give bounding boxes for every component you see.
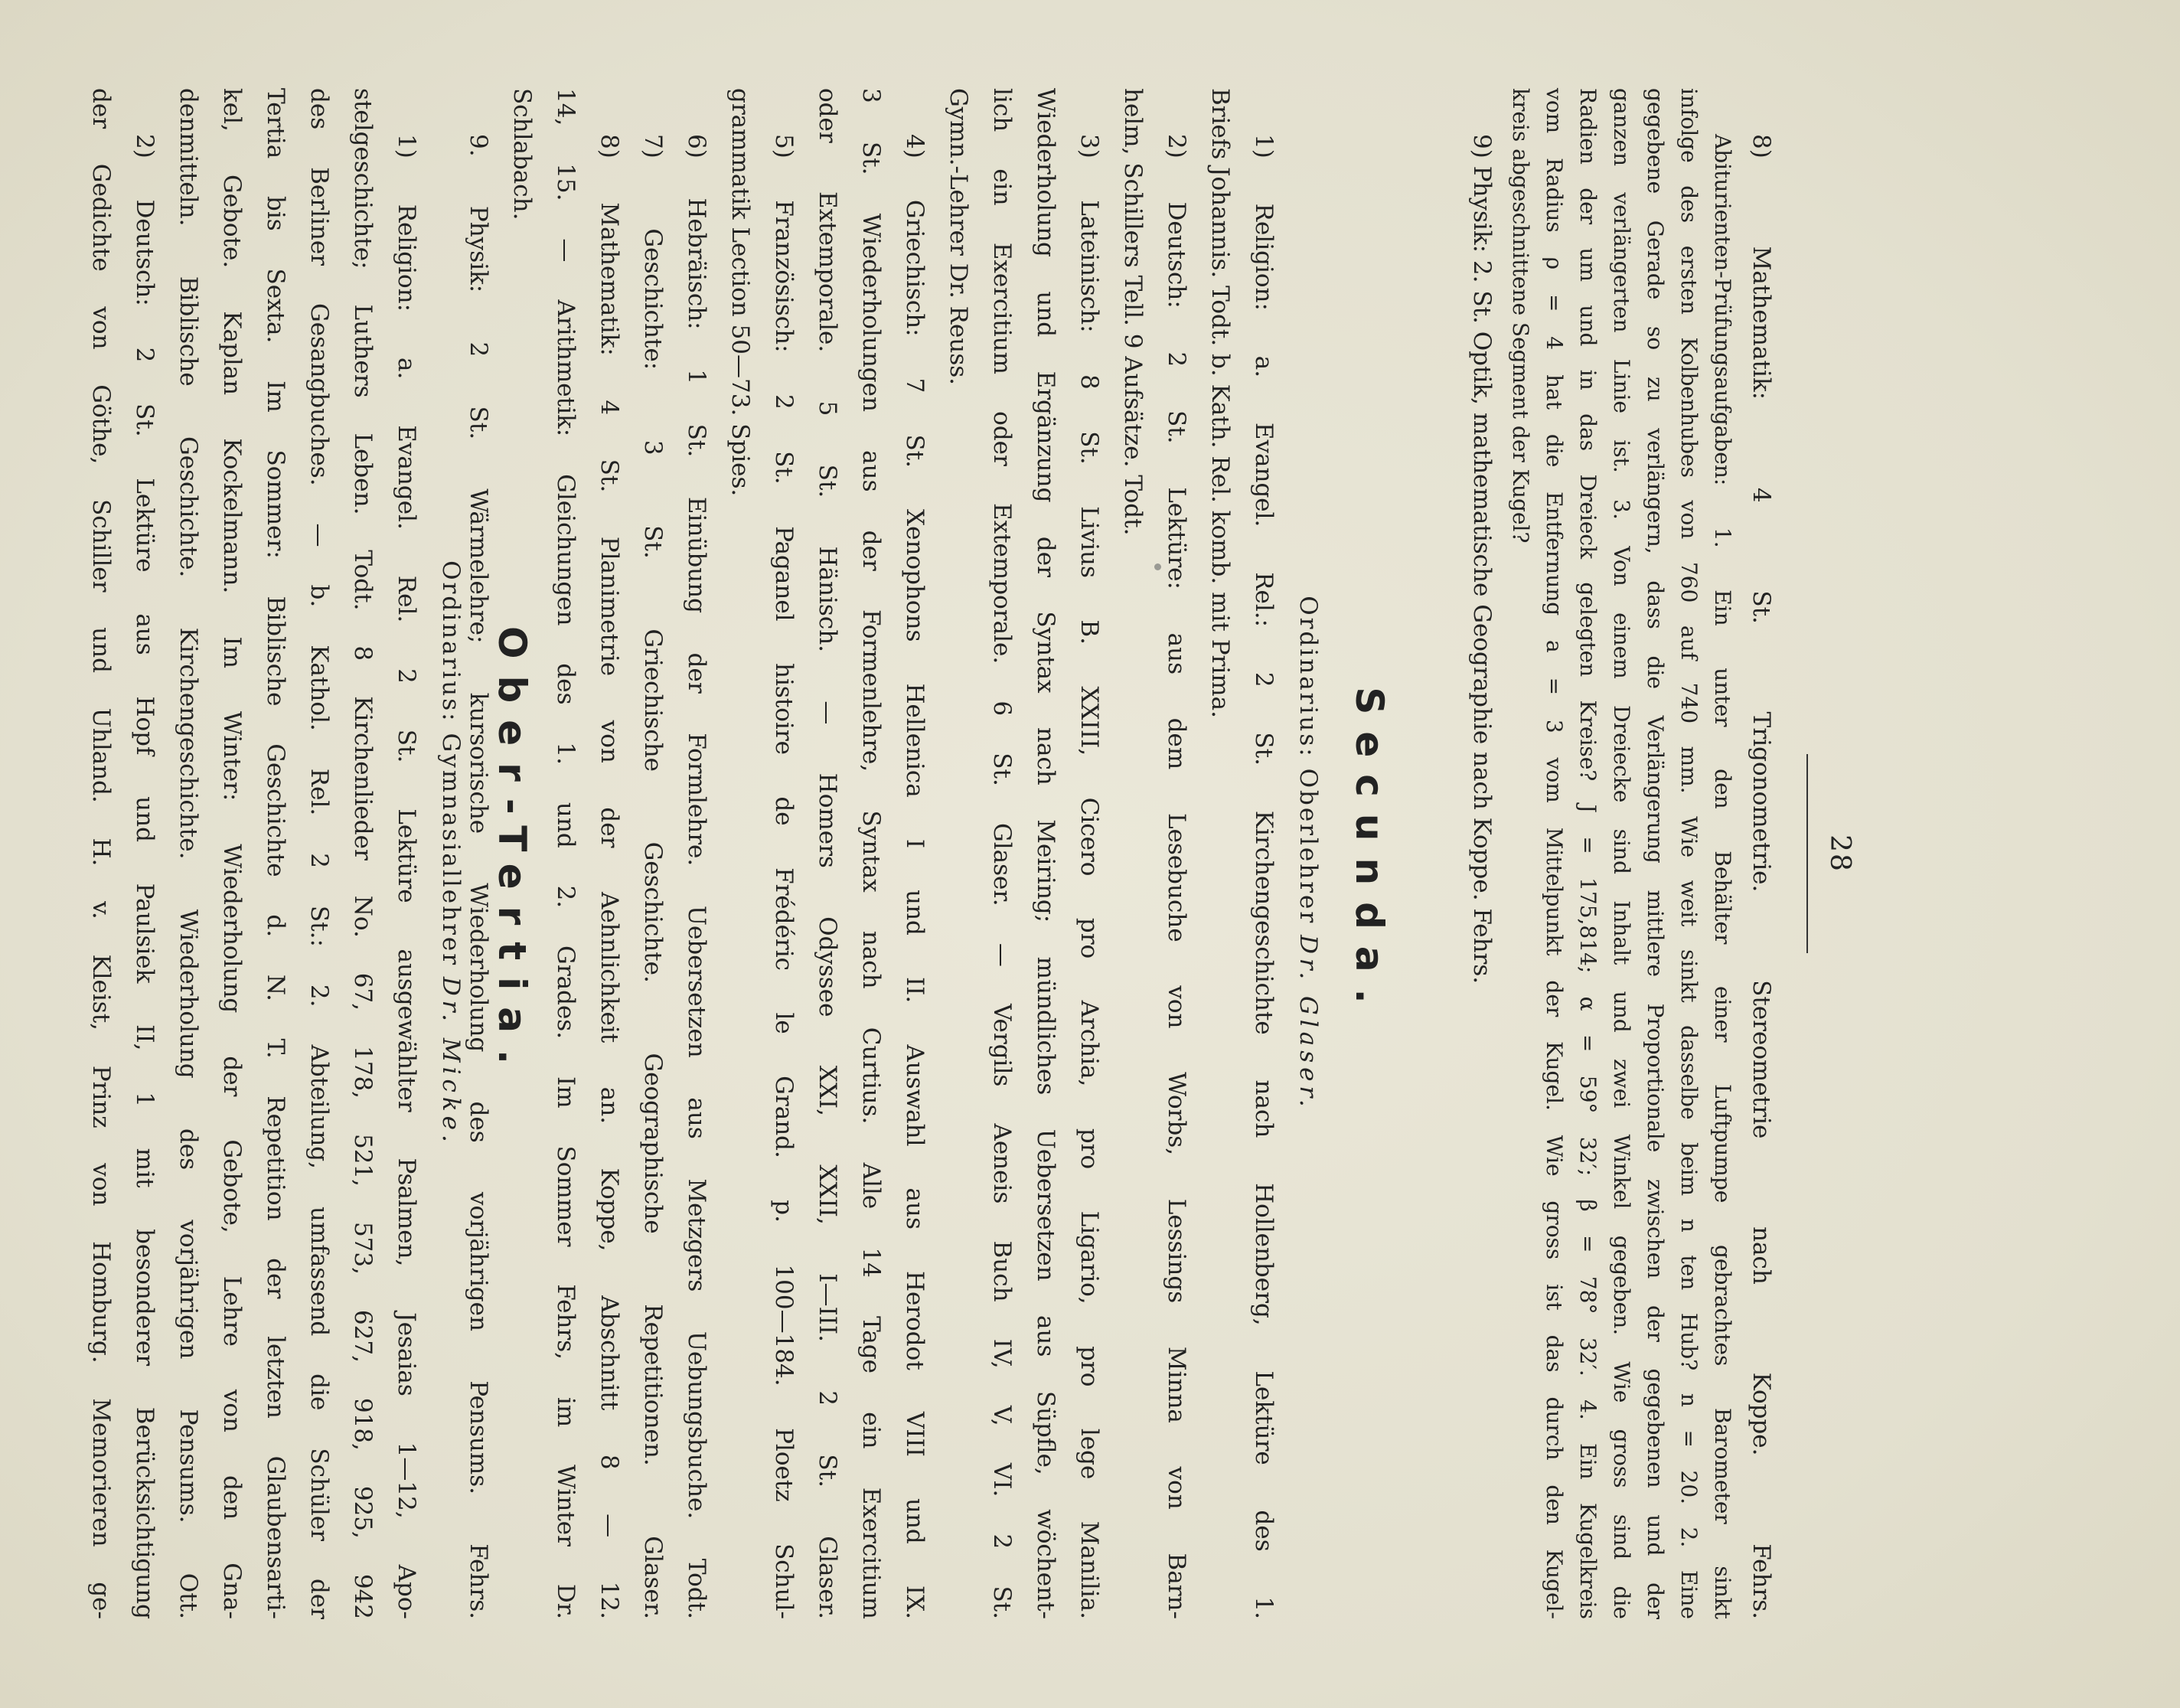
section-heading: Ober-Tertia. [490, 625, 534, 1082]
text-line: 7) Geschichte: 3 St. Griechische Geschichte. Geographische Repetitionen. Glaser. [639, 134, 667, 1619]
ordinarius-prefix: Ordinarius: Gymnasiallehrer [437, 560, 465, 968]
ordinarius-name: Dr. Glaser. [1294, 935, 1322, 1112]
text-line: 14, 15. — Arithmetik: Gleichungen des 1. und 2. Grades. Im Sommer Fehrs, im Winter Dr. [552, 88, 579, 1619]
ordinarius-name: Dr. Micke. [437, 976, 465, 1147]
text-line: 4) Griechisch: 7 St. Xenophons Hellenica I und II. Auswahl aus Herodot VIII und IX. [901, 134, 928, 1619]
page-number-rule [1806, 754, 1808, 953]
text-line: der Gedichte von Göthe, Schiller und Uhland. H. v. Kleist, Prinz von Homburg. Memorieren ge- [87, 88, 115, 1619]
text-line: grammatik Lection 50—73. Spies. [726, 88, 754, 497]
text-line: ganzen verlängerten Linie ist. 3. Von einem Dreiecke sind Inhalt und zwei Winkel gegeben. Wie gross sind die [1609, 88, 1634, 1619]
text-line: denmitteln. Biblische Geschichte. Kirchengeschichte. Wiederholung des vorjährigen Pensums. Ott. [175, 88, 202, 1619]
text-line: 8) Mathematik: 4 St. Trigonometrie. Stereometrie nach Koppe. Fehrs. [1748, 134, 1775, 1619]
rotated-text-block [0, 88, 1855, 1619]
page-number: 28 [1824, 834, 1855, 873]
text-line: Schlabach. [508, 88, 536, 220]
prima-math-section [1460, 88, 1783, 1619]
text-line: Radien der um und in das Dreieck gelegten Kreise? J = 175,814; α = 59° 32′; β = 78° 32′. 4. Ein Kugelkreis [1575, 88, 1601, 1619]
text-line: 8) Mathematik: 4 St. Planimetrie von der Aehnlichkeit an. Koppe, Abschnitt 8 — 12. [596, 134, 623, 1619]
text-line: lich ein Exercitium oder Extemporale. 6 St. Glaser. — Vergils Aeneis Buch IV, V, VI. 2 St. [988, 88, 1016, 1619]
text-line: infolge des ersten Kolbenhubes von 760 auf 740 mm. Wie weit sinkt dasselbe beim n ten Hub? n = 20. 2. Eine [1676, 88, 1702, 1619]
section-heading: Secunda. [1347, 687, 1392, 1021]
text-line: Briefs Johannis. Todt. b. Kath. Rel. komb. mit Prima. [1206, 88, 1234, 719]
text-line: stelgeschichte; Luthers Leben. Todt. 8 Kirchenlieder No. 67, 178, 521, 573, 627, 918, 925, 942 [349, 88, 377, 1619]
text-line: 9) Physik: 2. St. Optik, mathematische Geographie nach Koppe. Fehrs. [1468, 134, 1496, 985]
text-line: gegebene Gerade so zu verlängern, dass die Verlängerung mittlere Proportionale zwischen der gegebenen und der [1643, 88, 1668, 1619]
text-line: 3) Lateinisch: 8 St. Livius B. XXIII, Cicero pro Archia, pro Ligario, pro lege Manilia. [1075, 134, 1103, 1619]
ordinarius-prefix: Ordinarius: Oberlehrer [1294, 596, 1322, 926]
text-line: Tertia bis Sexta. Im Sommer: Biblische Geschichte d. N. T. Repetition der letzten Glaubensarti- [262, 88, 289, 1619]
text-line: 5) Französisch: 2 St. Paganel histoire de Frédéric le Grand. p. 100—184. Ploetz Schul- [770, 134, 798, 1619]
text-line: 2) Deutsch: 2 St. Lektüre: aus dem Lesebuche von Worbs, Lessings Minna von Barn- [1163, 134, 1190, 1619]
text-line: helm, Schillers Tell. 9 Aufsätze. Todt. [1119, 88, 1147, 536]
text-line: oder Extemporale. 5 St. Hänisch. — Homers Odyssee XXI, XXII, I—III. 2 St. Glaser. [814, 88, 841, 1619]
text-line: Gymn.-Lehrer Dr. Reuss. [945, 88, 972, 385]
text-line: vom Radius ρ = 4 hat die Entfernung a = 3 vom Mittelpunkt der Kugel. Wie gross ist das durch den Kugel- [1542, 88, 1567, 1619]
ober-tertia-section [79, 88, 474, 1619]
text-line: 3 St. Wiederholungen aus der Formenlehre, Syntax nach Curtius. Alle 14 Tage ein Exercitium [857, 88, 885, 1619]
text-line: kreis abgeschnittene Segment der Kugel? [1508, 88, 1533, 544]
text-line: kel, Gebote. Kaplan Kockelmann. Im Winter: Wiederholung der Gebote, Lehre von den Gna- [218, 88, 246, 1619]
text-line: 2) Deutsch: 2 St. Lektüre aus Hopf und Paulsiek II, 1 mit besonderer Berücksichtigung [131, 134, 158, 1619]
text-line: Abiturienten-Prüfungsaufgaben: 1. Ein unter den Behälter einer Luftpumpe gebrachtes Barometer sinkt [1710, 134, 1735, 1619]
text-line: des Berliner Gesangbuches. — b. Kathol. Rel. 2 St.: 2. Abteilung, umfassend die Schüler der [305, 88, 333, 1619]
secunda-section [456, 88, 1408, 1619]
text-line: 6) Hebräisch: 1 St. Einübung der Formlehre. Uebersetzen aus Metzgers Uebungsbuche. Todt. [683, 134, 710, 1619]
text-line: 9. Physik: 2 St. Wärmelehre; kursorische Wiederholung des vorjährigen Pensums. Fehrs. [465, 134, 492, 1619]
text-line: 1) Religion: a. Evangel. Rel. 2 St. Lektüre ausgewählter Psalmen, Jesaias 1—12, Apo- [393, 134, 420, 1619]
ordinarius-line [1285, 88, 1331, 1619]
text-line: Wiederholung und Ergänzung der Syntax nach Meiring; mündliches Uebersetzen aus Süpfle, wöchent- [1032, 88, 1059, 1619]
ordinarius-line [428, 88, 474, 1619]
text-line: 1) Religion: a. Evangel. Rel.: 2 St. Kirchengeschichte nach Hollenberg, Lektüre des 1. [1250, 134, 1278, 1619]
